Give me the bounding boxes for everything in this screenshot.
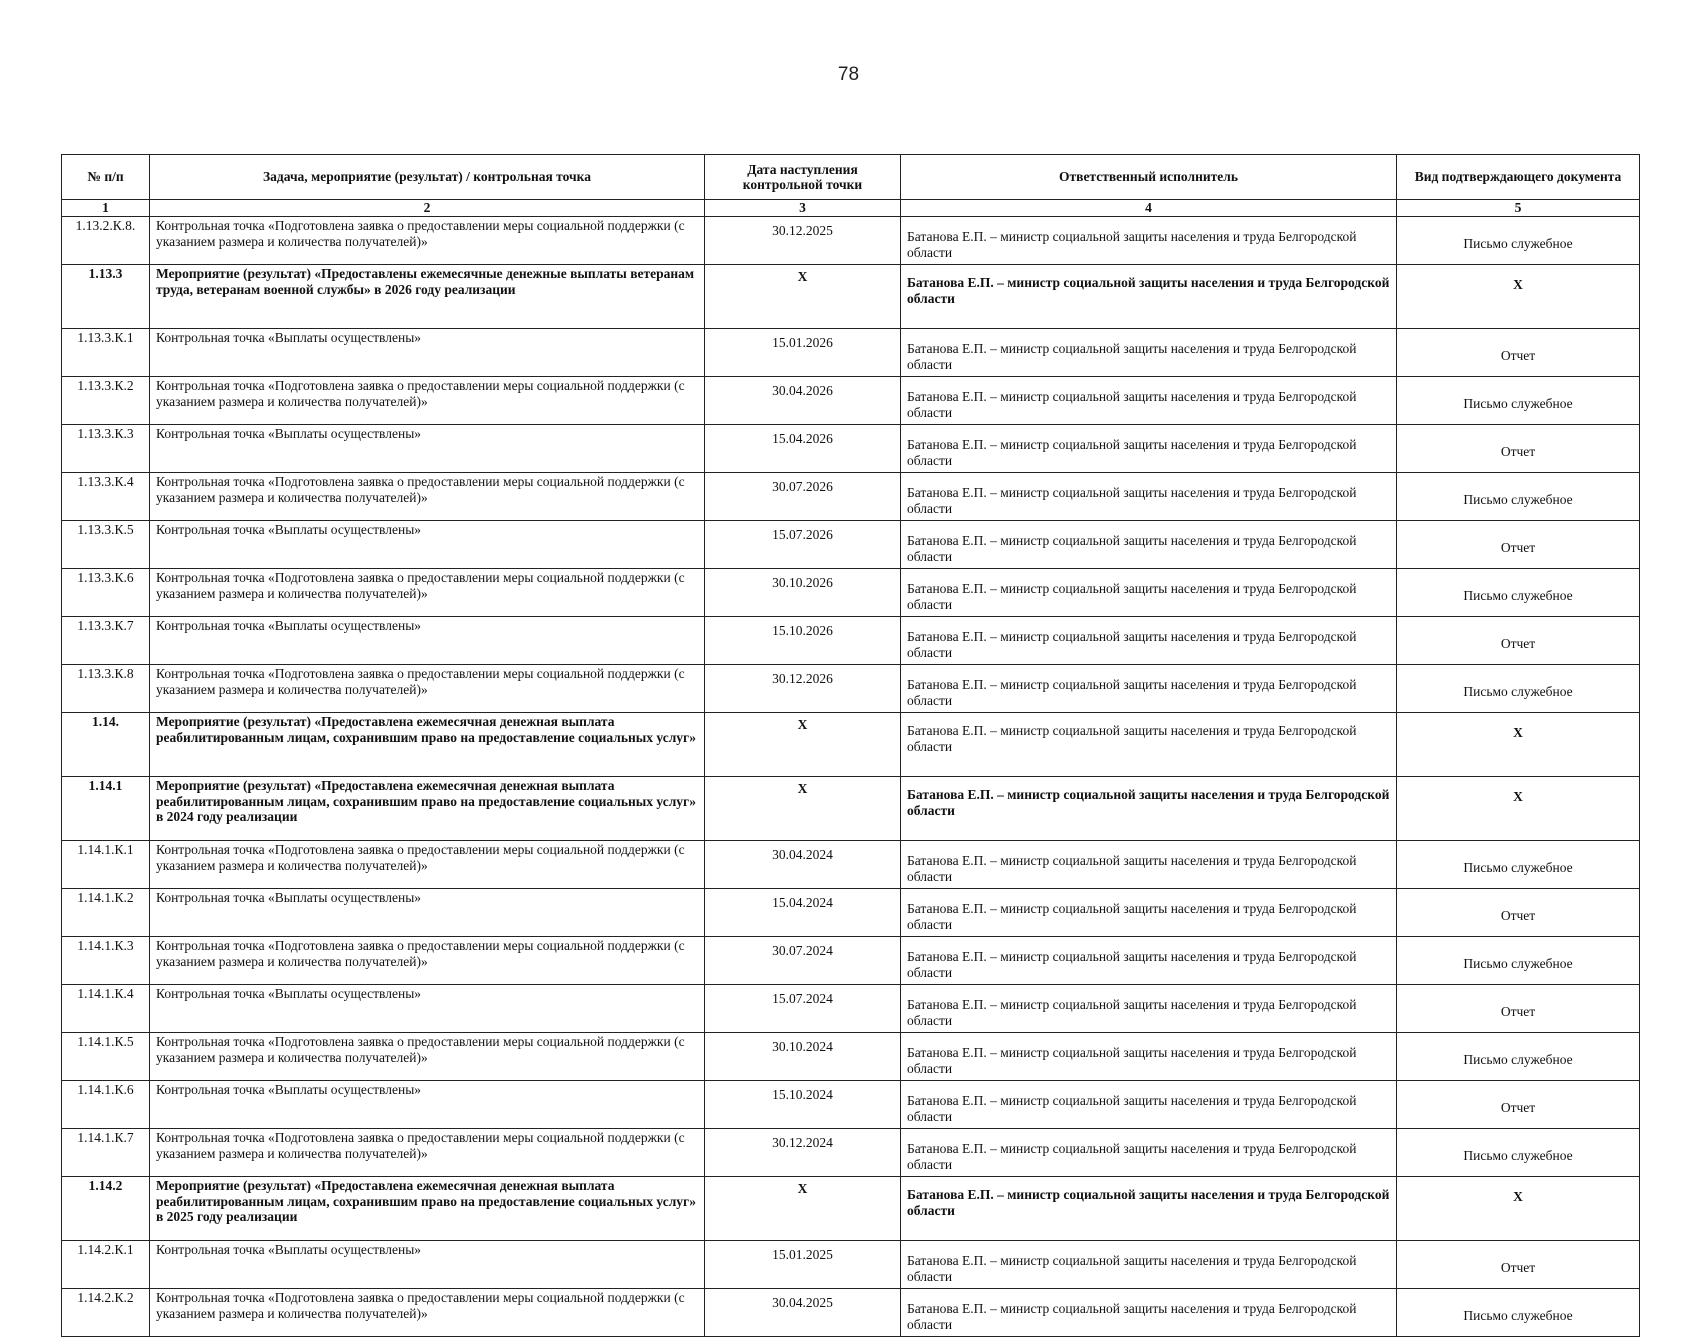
row-number: 1.13.2.К.8.	[62, 217, 150, 265]
header-document: Вид подтверждающего документа	[1397, 155, 1640, 200]
row-document-type: Письмо служебное	[1397, 665, 1640, 713]
row-task: Контрольная точка «Подготовлена заявка о предоставлении меры социальной поддержки (с указанием размера и количества получателей)»	[150, 665, 705, 713]
table-row	[62, 217, 1640, 265]
row-date: 30.12.2026	[705, 665, 901, 713]
row-number: 1.13.3.К.6	[62, 569, 150, 617]
row-date: 30.04.2026	[705, 377, 901, 425]
table-row	[62, 1289, 1640, 1337]
row-document-type: Отчет	[1397, 521, 1640, 569]
row-executor: Батанова Е.П. – министр социальной защиты населения и труда Белгородской области	[901, 617, 1397, 665]
table-row	[62, 521, 1640, 569]
row-task: Контрольная точка «Выплаты осуществлены»	[150, 889, 705, 937]
row-date: 30.12.2025	[705, 217, 901, 265]
row-date: 15.07.2024	[705, 985, 901, 1033]
row-document-type: Письмо служебное	[1397, 377, 1640, 425]
row-number: 1.13.3.К.3	[62, 425, 150, 473]
table-row	[62, 329, 1640, 377]
row-executor: Батанова Е.П. – министр социальной защиты населения и труда Белгородской области	[901, 377, 1397, 425]
row-document-type: Отчет	[1397, 1241, 1640, 1289]
table-row	[62, 889, 1640, 937]
table-row	[62, 1241, 1640, 1289]
row-executor: Батанова Е.П. – министр социальной защиты населения и труда Белгородской области	[901, 217, 1397, 265]
table-row	[62, 937, 1640, 985]
table-row	[62, 1129, 1640, 1177]
row-date: 30.10.2026	[705, 569, 901, 617]
row-task: Контрольная точка «Выплаты осуществлены»	[150, 617, 705, 665]
control-points-table	[61, 154, 1640, 1337]
row-task: Контрольная точка «Выплаты осуществлены»	[150, 985, 705, 1033]
row-document-type: Письмо служебное	[1397, 841, 1640, 889]
row-document-type: Отчет	[1397, 889, 1640, 937]
row-document-type: Письмо служебное	[1397, 473, 1640, 521]
row-date: 15.10.2024	[705, 1081, 901, 1129]
row-task: Мероприятие (результат) «Предоставлена ежемесячная денежная выплата реабилитированным лицам, сохранившим право на предоставление социальных услуг» в 2024 году реализации	[150, 777, 705, 841]
row-date: 30.07.2026	[705, 473, 901, 521]
row-document-type: X	[1397, 713, 1640, 777]
row-document-type: Отчет	[1397, 329, 1640, 377]
row-executor: Батанова Е.П. – министр социальной защиты населения и труда Белгородской области	[901, 473, 1397, 521]
table-row	[62, 425, 1640, 473]
column-number: 4	[901, 200, 1397, 217]
row-task: Контрольная точка «Подготовлена заявка о предоставлении меры социальной поддержки (с указанием размера и количества получателей)»	[150, 569, 705, 617]
row-number: 1.14.2.К.2	[62, 1289, 150, 1337]
row-document-type: Отчет	[1397, 985, 1640, 1033]
row-task: Контрольная точка «Подготовлена заявка о предоставлении меры социальной поддержки (с указанием размера и количества получателей)»	[150, 1033, 705, 1081]
row-number: 1.14.1.К.3	[62, 937, 150, 985]
table-row	[62, 265, 1640, 329]
row-executor: Батанова Е.П. – министр социальной защиты населения и труда Белгородской области	[901, 1033, 1397, 1081]
row-number: 1.13.3.К.2	[62, 377, 150, 425]
header-executor: Ответственный исполнитель	[901, 155, 1397, 200]
row-date: 30.12.2024	[705, 1129, 901, 1177]
row-document-type: Письмо служебное	[1397, 569, 1640, 617]
row-date: 15.10.2026	[705, 617, 901, 665]
row-executor: Батанова Е.П. – министр социальной защиты населения и труда Белгородской области	[901, 1289, 1397, 1337]
row-number: 1.14.1.К.7	[62, 1129, 150, 1177]
row-document-type: X	[1397, 1177, 1640, 1241]
row-document-type: Отчет	[1397, 617, 1640, 665]
row-executor: Батанова Е.П. – министр социальной защиты населения и труда Белгородской области	[901, 985, 1397, 1033]
row-task: Контрольная точка «Выплаты осуществлены»	[150, 425, 705, 473]
row-date: 30.04.2025	[705, 1289, 901, 1337]
row-executor: Батанова Е.П. – министр социальной защиты населения и труда Белгородской области	[901, 1177, 1397, 1241]
row-task: Контрольная точка «Подготовлена заявка о предоставлении меры социальной поддержки (с указанием размера и количества получателей)»	[150, 1129, 705, 1177]
table-row	[62, 617, 1640, 665]
row-executor: Батанова Е.П. – министр социальной защиты населения и труда Белгородской области	[901, 329, 1397, 377]
row-task: Мероприятие (результат) «Предоставлены ежемесячные денежные выплаты ветеранам труда, ветеранам военной службы» в 2026 году реализации	[150, 265, 705, 329]
row-executor: Батанова Е.П. – министр социальной защиты населения и труда Белгородской области	[901, 889, 1397, 937]
row-task: Контрольная точка «Подготовлена заявка о предоставлении меры социальной поддержки (с указанием размера и количества получателей)»	[150, 937, 705, 985]
row-date: 30.04.2024	[705, 841, 901, 889]
table-row	[62, 473, 1640, 521]
row-date: 15.01.2025	[705, 1241, 901, 1289]
table-row	[62, 377, 1640, 425]
row-number: 1.13.3.К.7	[62, 617, 150, 665]
header-num: № п/п	[62, 155, 150, 200]
column-number: 5	[1397, 200, 1640, 217]
row-number: 1.13.3.К.8	[62, 665, 150, 713]
row-number: 1.14.2.К.1	[62, 1241, 150, 1289]
row-document-type: Письмо служебное	[1397, 217, 1640, 265]
row-task: Контрольная точка «Подготовлена заявка о предоставлении меры социальной поддержки (с указанием размера и количества получателей)»	[150, 841, 705, 889]
row-document-type: Письмо служебное	[1397, 1289, 1640, 1337]
table-row	[62, 665, 1640, 713]
row-document-type: Отчет	[1397, 425, 1640, 473]
table-body	[62, 217, 1640, 1337]
table-row	[62, 569, 1640, 617]
row-executor: Батанова Е.П. – министр социальной защиты населения и труда Белгородской области	[901, 1241, 1397, 1289]
row-task: Контрольная точка «Выплаты осуществлены»	[150, 521, 705, 569]
table-row	[62, 841, 1640, 889]
row-number: 1.13.3.К.5	[62, 521, 150, 569]
row-document-type: Письмо служебное	[1397, 937, 1640, 985]
row-date: X	[705, 713, 901, 777]
row-date: 30.07.2024	[705, 937, 901, 985]
row-number: 1.13.3.К.1	[62, 329, 150, 377]
table-row	[62, 777, 1640, 841]
row-document-type: X	[1397, 265, 1640, 329]
row-task: Контрольная точка «Выплаты осуществлены»	[150, 329, 705, 377]
row-number: 1.14.2	[62, 1177, 150, 1241]
row-number: 1.14.	[62, 713, 150, 777]
row-task: Контрольная точка «Подготовлена заявка о предоставлении меры социальной поддержки (с указанием размера и количества получателей)»	[150, 473, 705, 521]
table-row	[62, 713, 1640, 777]
row-document-type: Письмо служебное	[1397, 1129, 1640, 1177]
table-row	[62, 1033, 1640, 1081]
table-header	[62, 155, 1640, 217]
column-number: 1	[62, 200, 150, 217]
row-executor: Батанова Е.П. – министр социальной защиты населения и труда Белгородской области	[901, 713, 1397, 777]
row-number: 1.14.1.К.1	[62, 841, 150, 889]
row-executor: Батанова Е.П. – министр социальной защиты населения и труда Белгородской области	[901, 665, 1397, 713]
row-document-type: Письмо служебное	[1397, 1033, 1640, 1081]
row-date: X	[705, 265, 901, 329]
row-executor: Батанова Е.П. – министр социальной защиты населения и труда Белгородской области	[901, 841, 1397, 889]
table-row	[62, 985, 1640, 1033]
row-number: 1.14.1.К.5	[62, 1033, 150, 1081]
row-date: X	[705, 1177, 901, 1241]
row-document-type: X	[1397, 777, 1640, 841]
column-number: 3	[705, 200, 901, 217]
row-date: X	[705, 777, 901, 841]
row-date: 15.04.2024	[705, 889, 901, 937]
row-task: Контрольная точка «Выплаты осуществлены»	[150, 1081, 705, 1129]
row-task: Контрольная точка «Подготовлена заявка о предоставлении меры социальной поддержки (с указанием размера и количества получателей)»	[150, 217, 705, 265]
row-task: Мероприятие (результат) «Предоставлена ежемесячная денежная выплата реабилитированным лицам, сохранившим право на предоставление социальных услуг»	[150, 713, 705, 777]
row-task: Контрольная точка «Подготовлена заявка о предоставлении меры социальной поддержки (с указанием размера и количества получателей)»	[150, 377, 705, 425]
row-executor: Батанова Е.П. – министр социальной защиты населения и труда Белгородской области	[901, 1081, 1397, 1129]
row-number: 1.14.1.К.2	[62, 889, 150, 937]
row-number: 1.13.3.К.4	[62, 473, 150, 521]
row-executor: Батанова Е.П. – министр социальной защиты населения и труда Белгородской области	[901, 521, 1397, 569]
row-number: 1.14.1.К.6	[62, 1081, 150, 1129]
row-executor: Батанова Е.П. – министр социальной защиты населения и труда Белгородской области	[901, 265, 1397, 329]
row-number: 1.14.1	[62, 777, 150, 841]
row-executor: Батанова Е.П. – министр социальной защиты населения и труда Белгородской области	[901, 425, 1397, 473]
header-task: Задача, мероприятие (результат) / контрольная точка	[150, 155, 705, 200]
table-row	[62, 1177, 1640, 1241]
row-task: Мероприятие (результат) «Предоставлена ежемесячная денежная выплата реабилитированным лицам, сохранившим право на предоставление социальных услуг» в 2025 году реализации	[150, 1177, 705, 1241]
row-date: 30.10.2024	[705, 1033, 901, 1081]
row-executor: Батанова Е.П. – министр социальной защиты населения и труда Белгородской области	[901, 937, 1397, 985]
row-document-type: Отчет	[1397, 1081, 1640, 1129]
page-number: 78	[837, 64, 860, 85]
row-date: 15.04.2026	[705, 425, 901, 473]
row-executor: Батанова Е.П. – министр социальной защиты населения и труда Белгородской области	[901, 569, 1397, 617]
row-task: Контрольная точка «Подготовлена заявка о предоставлении меры социальной поддержки (с указанием размера и количества получателей)»	[150, 1289, 705, 1337]
row-number: 1.14.1.К.4	[62, 985, 150, 1033]
row-date: 15.01.2026	[705, 329, 901, 377]
row-date: 15.07.2026	[705, 521, 901, 569]
table-row	[62, 1081, 1640, 1129]
row-task: Контрольная точка «Выплаты осуществлены»	[150, 1241, 705, 1289]
row-executor: Батанова Е.П. – министр социальной защиты населения и труда Белгородской области	[901, 1129, 1397, 1177]
header-date: Дата наступления контрольной точки	[705, 155, 901, 200]
row-executor: Батанова Е.П. – министр социальной защиты населения и труда Белгородской области	[901, 777, 1397, 841]
column-number: 2	[150, 200, 705, 217]
row-number: 1.13.3	[62, 265, 150, 329]
